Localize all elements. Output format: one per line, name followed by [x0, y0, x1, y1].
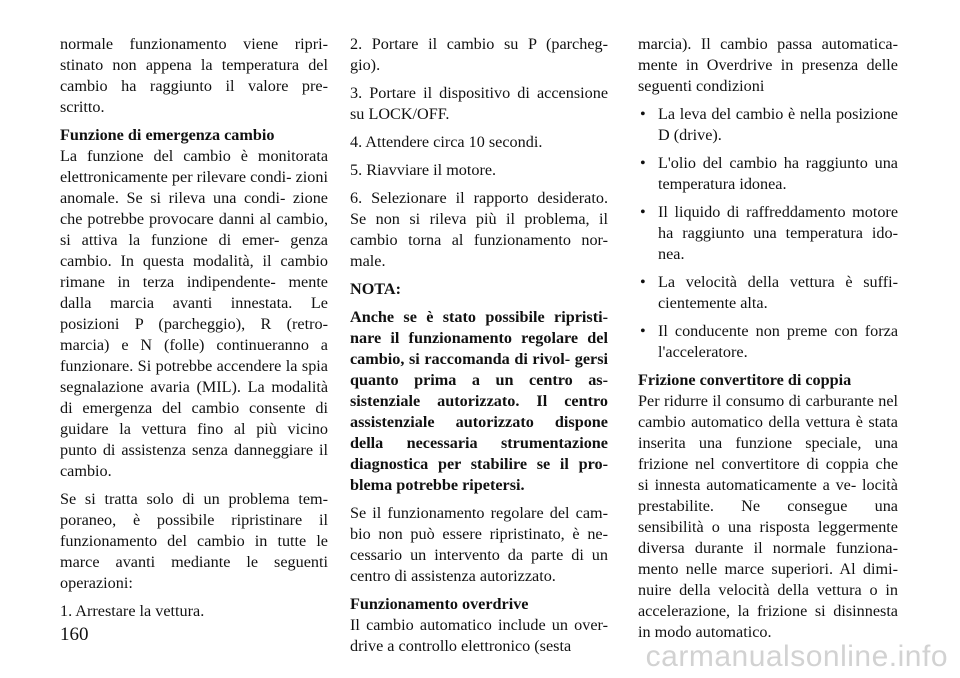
step-5: 5. Riavviare il motore. — [350, 161, 497, 179]
paragraph-overdrive-cont: marcia). Il cambio passa automatica- mente in Overdrive in presenza delle seguenti condizioni — [638, 35, 898, 95]
paragraph-intro: normale funzionamento viene ripri- stinato non appena la temperatura del cambio ha raggiunto il valore pre- scritto. — [60, 35, 328, 116]
step-1: 1. Arrestare la vettura. — [60, 602, 205, 620]
paragraph-emergency: La funzione del cambio è monitorata elettronicamente per rilevare condi- zioni anomale. Se si rileva una condi- zione che potrebbe provocare danni al cambio, si attiva la funzione di emer- genza cambio. In questa modalità, il cambio rimane in terza indipendente- mente dalla marcia avanti innestata. Le posizioni P (parcheggio), R (retro- marcia) e N (folle) continueranno a funzionare. Si potrebbe accendere la spia segnalazione avaria (MIL). La modalità di emergenza del cambio consente di guidare la vettura fino al più vicino punto di assistenza senza danneggiare il cambio. — [60, 147, 328, 480]
section-heading-overdrive: Funzionamento overdrive — [350, 595, 529, 613]
text-column-2 — [350, 34, 608, 657]
paragraph-temporary-problem: Se si tratta solo di un problema tem- poraneo, è possibile ripristinare il funzionamento del cambio in tutte le marce avanti mediante le seguenti operazioni: — [60, 490, 328, 592]
step-3: 3. Portare il dispositivo di accensione su LOCK/OFF. — [350, 84, 608, 123]
list-item: • La leva del cambio è nella posizione D (drive). — [638, 104, 898, 146]
list-item: • Il conducente non preme con forza l'acceleratore. — [638, 321, 898, 363]
paragraph-overdrive: Il cambio automatico include un over- drive a controllo elettronico (sesta — [350, 616, 608, 655]
paragraph-torque-converter: Per ridurre il consumo di carburante nel cambio automatico della vettura è stata inserita una funzione speciale, una frizione nel convertitore di coppia che si innesta automaticamente a ve- locità prestabilite. Ne consegue una sensibilità o una risposta leggermente diversa durante il normale funziona- mento nelle marce superiori. Al dimi- nuire della velocità della vettura o in accelerazione, la frizione si disinnesta in modo automatico. — [638, 392, 898, 641]
page-number: 160 — [60, 624, 89, 645]
list-item: • Il liquido di raffreddamento motore ha raggiunto una temperatura ido- nea. — [638, 202, 898, 265]
list-item: • L'olio del cambio ha raggiunto una temperatura idonea. — [638, 153, 898, 195]
note-label: NOTA: — [350, 280, 401, 298]
text-column-3 — [638, 34, 898, 643]
text-column-1 — [60, 34, 328, 629]
watermark: carmanualsonline.info — [645, 640, 948, 673]
step-6: 6. Selezionare il rapporto desiderato. Se non si rileva più il problema, il cambio torna al funzionamento nor- male. — [350, 189, 608, 270]
section-heading-torque-converter: Frizione convertitore di coppia — [638, 371, 852, 389]
list-item: • La velocità della vettura è suffi- cientemente alta. — [638, 272, 898, 314]
step-2: 2. Portare il cambio su P (parcheg- gio). — [350, 35, 608, 74]
step-4: 4. Attendere circa 10 secondi. — [350, 133, 543, 151]
overdrive-conditions-list — [638, 104, 898, 363]
paragraph-service: Se il funzionamento regolare del cam- bio non può essere ripristinato, è ne- cessario un intervento da parte di un centro di assistenza autorizzato. — [350, 504, 608, 585]
note-text: Anche se è stato possibile ripristi- nare il funzionamento regolare del cambio, si raccomanda di rivol- gersi quanto prima a un centro as- sistenziale autorizzato. Il centro assistenziale autorizzato dispone della necessaria strumentazione diagnostica per stabilire se il pro- blema potrebbe ripetersi. — [350, 308, 608, 494]
section-heading-emergency: Funzione di emergenza cambio — [60, 126, 275, 144]
